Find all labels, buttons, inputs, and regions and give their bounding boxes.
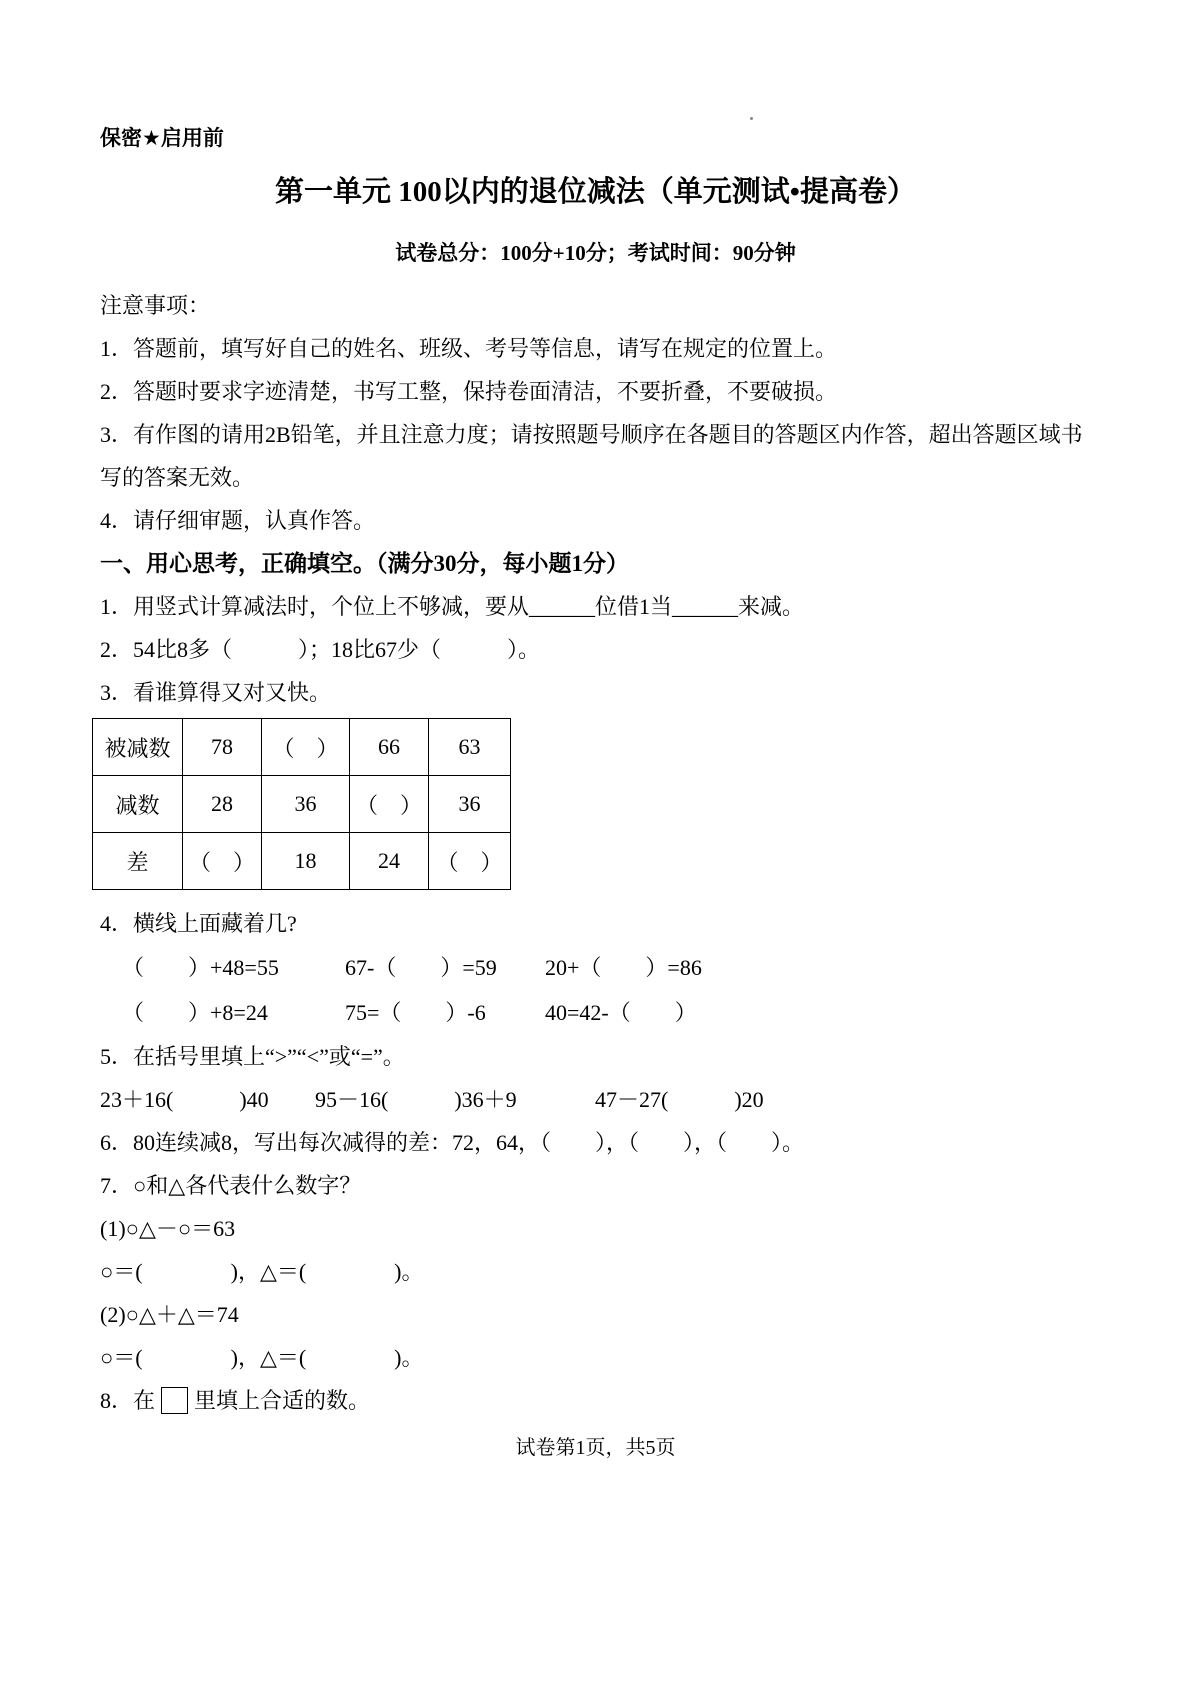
question-2: 2．54比8多（ ）；18比67少（ ）。 <box>100 637 541 662</box>
question-4-line-1 <box>100 945 1091 990</box>
question-7-part-2: (2)○△＋△＝74 <box>100 1302 239 1327</box>
question-7-answer-2: ○＝( )，△＝( )。 <box>100 1345 424 1370</box>
question-4-label: 4．横线上面藏着几? <box>100 911 297 936</box>
note-item-4: 4．请仔细审题，认真作答。 <box>100 508 376 533</box>
table-cell: 18 <box>262 833 350 890</box>
equation: 40=42-（ ） <box>545 1000 697 1025</box>
stray-mark <box>750 117 753 120</box>
page-title: 第一单元 100以内的退位减法（单元测试•提高卷） <box>275 176 916 208</box>
table-cell: 被减数 <box>93 719 183 776</box>
table-cell: （ ） <box>429 833 511 890</box>
question-1: 1．用竖式计算减法时，个位上不够减，要从______位借1当______来减。 <box>100 594 805 619</box>
table-row <box>93 719 511 776</box>
fill-box <box>161 1387 188 1414</box>
page-number: 试卷第1页，共5页 <box>515 1437 676 1459</box>
equation: 75=（ ）-6 <box>345 1000 486 1025</box>
table-cell: 78 <box>183 719 262 776</box>
notes-heading: 注意事项： <box>100 293 211 318</box>
question-4-line-2 <box>100 990 1091 1035</box>
equation: （ ）+8=24 <box>122 1000 268 1025</box>
question-7-part-1: (1)○△－○＝63 <box>100 1216 236 1241</box>
equation: 20+（ ）=86 <box>545 955 702 980</box>
table-row <box>93 833 511 890</box>
section-1-heading: 一、用心思考，正确填空。（满分30分，每小题1分） <box>100 551 629 576</box>
table-row <box>93 776 511 833</box>
note-item-2: 2．答题时要求字迹清楚，书写工整，保持卷面清洁，不要折叠，不要破损。 <box>100 379 838 404</box>
question-5-label: 5．在括号里填上“>”“<”或“=”。 <box>100 1044 405 1069</box>
exam-info: 试卷总分：100分+10分；考试时间：90分钟 <box>395 241 796 265</box>
question-8 <box>100 1379 1091 1422</box>
comparison: 47－27( )20 <box>595 1087 764 1112</box>
table-cell: （ ） <box>262 719 350 776</box>
question-6: 6．80连续减8，写出每次减得的差：72，64，（ ），（ ），（ ）。 <box>100 1130 805 1155</box>
table-cell: 36 <box>429 776 511 833</box>
equation: （ ）+48=55 <box>122 955 279 980</box>
equation: 67-（ ）=59 <box>345 955 497 980</box>
question-8-prefix: 8．在 <box>100 1388 156 1413</box>
question-8-suffix: 里填上合适的数。 <box>194 1388 371 1413</box>
table-cell: 28 <box>183 776 262 833</box>
table-cell: 减数 <box>93 776 183 833</box>
question-7-answer-1: ○＝( )，△＝( )。 <box>100 1259 424 1284</box>
table-cell: 24 <box>350 833 429 890</box>
table-cell: 36 <box>262 776 350 833</box>
secrecy-label: 保密★启用前 <box>100 127 224 150</box>
table-cell: 63 <box>429 719 511 776</box>
table-cell: （ ） <box>350 776 429 833</box>
comparison: 23＋16( )40 <box>100 1087 269 1112</box>
question-7-label: 7．○和△各代表什么数字？ <box>100 1173 362 1198</box>
comparison: 95－16( )36＋9 <box>315 1087 517 1112</box>
note-item-1: 1．答题前，填写好自己的姓名、班级、考号等信息，请写在规定的位置上。 <box>100 336 838 361</box>
table-cell: 差 <box>93 833 183 890</box>
question-5-line <box>100 1078 1091 1121</box>
table-cell: 66 <box>350 719 429 776</box>
calculation-table <box>92 718 511 890</box>
table-cell: （ ） <box>183 833 262 890</box>
question-3-label: 3．看谁算得又对又快。 <box>100 680 332 705</box>
note-item-3: 3．有作图的请用2B铅笔，并且注意力度；请按照题号顺序在各题目的答题区内作答，超出答题区域书写的答案无效。 <box>100 422 1083 490</box>
